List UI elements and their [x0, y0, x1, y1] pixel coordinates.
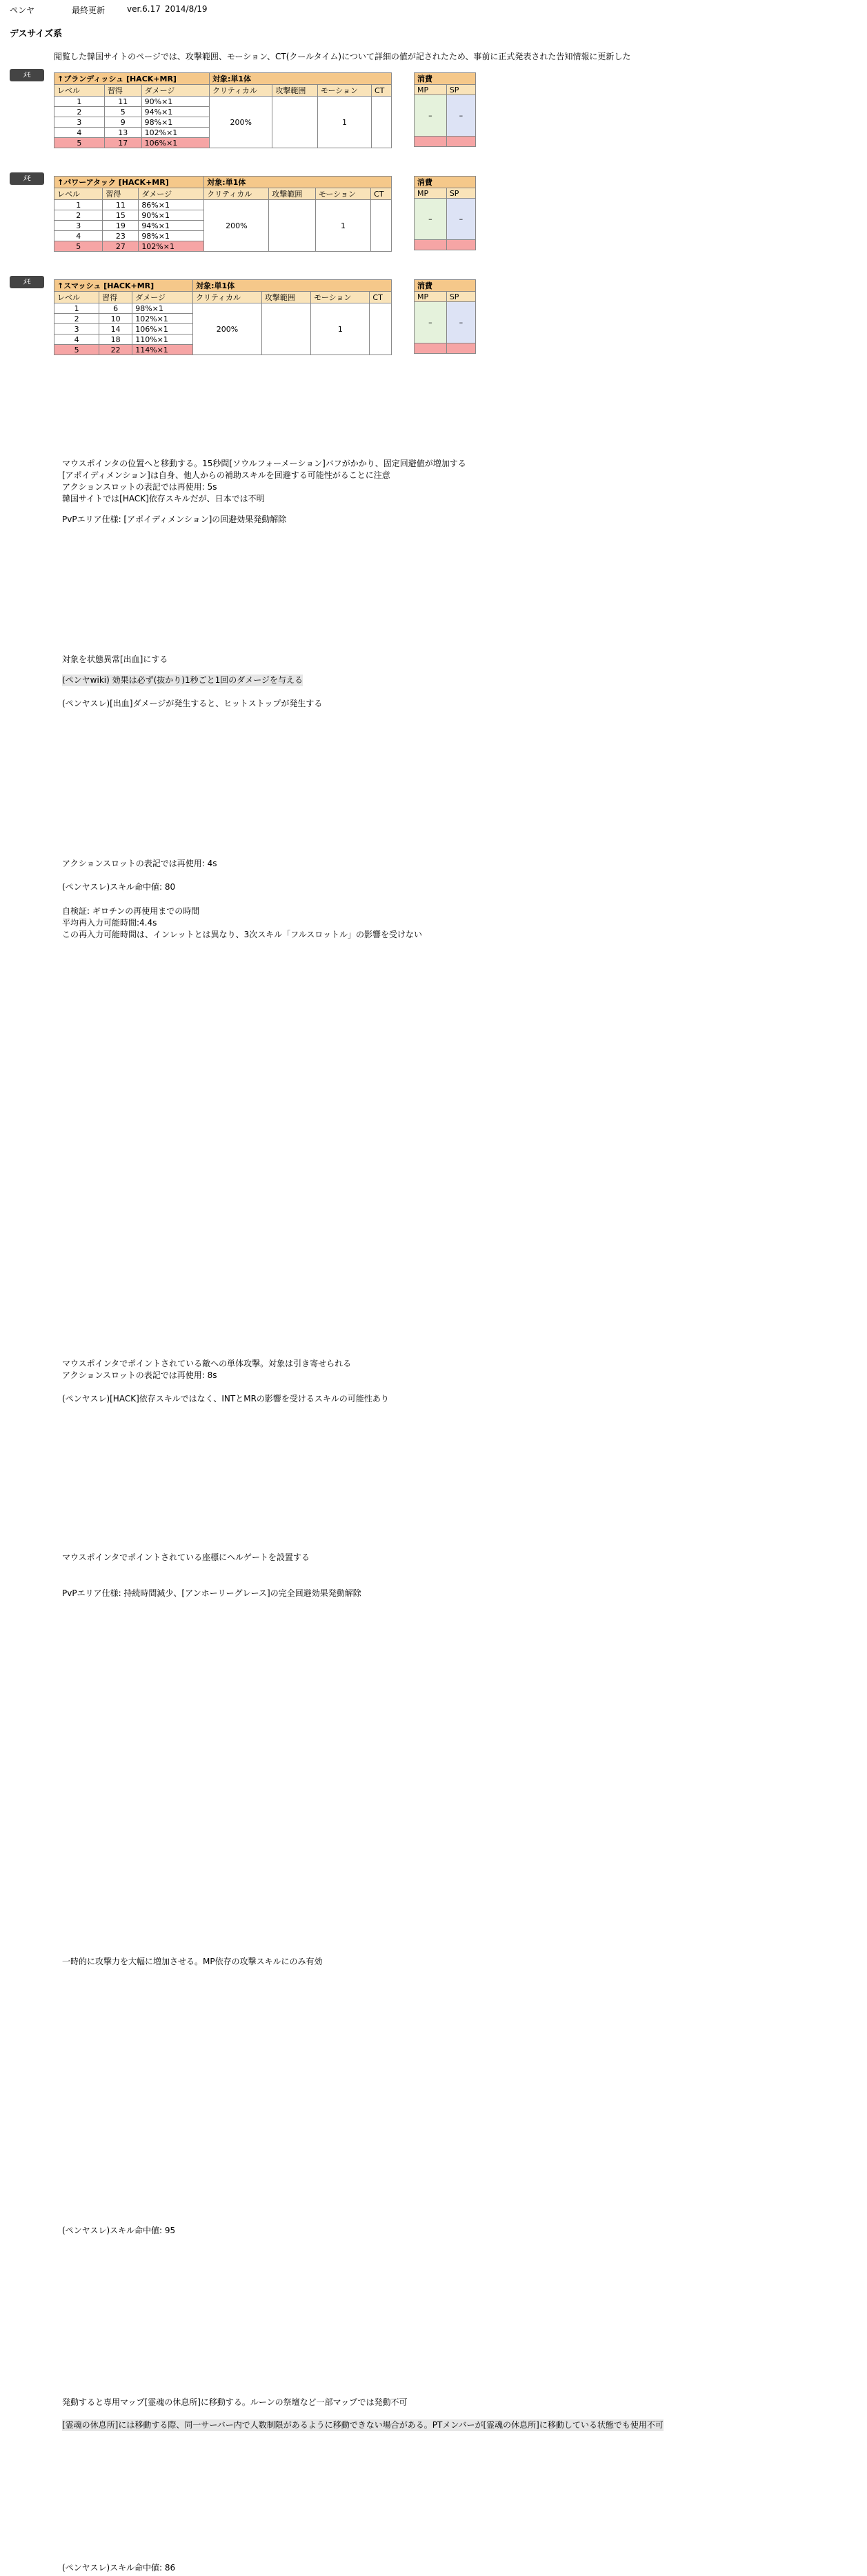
note: 対象を状態異常[出血]にする: [62, 655, 168, 664]
note: 発動すると専用マップ[霊魂の休息所]に移動する。ルーンの祭壇など一部マップでは発動不可: [62, 2397, 408, 2407]
cost-table: 消費 MP SP – –: [414, 176, 476, 250]
table-row: 2 10 102%×1: [54, 314, 392, 324]
table-row: 1 11 90%×1 200% 1: [54, 97, 392, 107]
table-row: 4 18 110%×1: [54, 335, 392, 345]
note: (ペンヤスレ)スキル命中値: 86: [62, 2563, 176, 2573]
skill-name: ↑スマッシュ [HACK+MR]: [54, 280, 193, 292]
note: 韓国サイトでは[HACK]依存スキルだが、日本では不明: [62, 494, 265, 503]
note: アクションスロットの表記では再使用: 5s: [62, 482, 217, 492]
note: アクションスロットの表記では再使用: 4s: [62, 859, 217, 868]
note: (ペンヤスレ)[HACK]依存スキルではなく、INTとMRの影響を受けるスキルの可能性あり: [62, 1394, 389, 1404]
table-row: 3 14 106%×1: [54, 324, 392, 335]
note: マウスポインタの位置へと移動する。15秒間[ソウルフォーメーション]バフがかかり、固定回避値が増加する: [62, 459, 466, 468]
table-row: 5 17 106%×1: [54, 138, 392, 148]
skill-target: 対象:単1体: [204, 177, 392, 188]
note: (ペンヤwiki) 効果は必ず(抜かり)1秒ごと1回のダメージを与える: [62, 675, 303, 685]
note: (ペンヤスレ)スキル命中値: 95: [62, 2226, 176, 2235]
meta-bar: [10, 4, 208, 16]
version: ver.6.17: [127, 4, 161, 14]
memo-tag[interactable]: [10, 172, 44, 185]
memo-tag-label: ﾒﾓ: [10, 69, 44, 81]
table-row: 1 6 98%×1 200% 1: [54, 303, 392, 314]
skill-target: 対象:単1体: [193, 280, 392, 292]
note: 平均再入力可能時間:4.4s: [62, 918, 157, 928]
table-row: 4 13 102%×1: [54, 128, 392, 138]
skill-table: ↑パワーアタック [HACK+MR] 対象:単1体 レベル 習得 ダメージ クリティカル 攻撃範囲 モーション CT 1 11 86%×1 200% 1 2 15 90%×1 3 19 94%×1 4 23 98%×1 5 27 102%×1: [54, 176, 392, 252]
table-row: 2 15 90%×1: [54, 210, 392, 221]
cost-table: 消費 MP SP – –: [414, 279, 476, 354]
table-row: 1 11 86%×1 200% 1: [54, 200, 392, 210]
table-row: 2 5 94%×1: [54, 107, 392, 117]
skill-table: ↑ブランディッシュ [HACK+MR] 対象:単1体 レベル 習得 ダメージ クリティカル 攻撃範囲 モーション CT 1 11 90%×1 200% 1 2 5 94%×1 3 9 98%×1 4 13 102%×1 5 17 106%×1: [54, 72, 392, 148]
memo-tag-label: ﾒﾓ: [10, 276, 44, 288]
page-title: デスサイズ系: [10, 29, 63, 39]
date: 2014/8/19: [165, 4, 208, 14]
note: 自検証: ギロチンの再使用までの時間: [62, 906, 200, 916]
skill-name: ↑ブランディッシュ [HACK+MR]: [54, 73, 210, 85]
note: (ペンヤスレ)スキル命中値: 80: [62, 882, 176, 892]
table-row: 5 27 102%×1: [54, 241, 392, 252]
cost-table: 消費 MP SP – –: [414, 72, 476, 147]
memo-tag[interactable]: [10, 69, 44, 81]
updated-label: 最終更新: [72, 6, 106, 15]
note: 一時的に攻撃力を大幅に増加させる。MP依存の攻撃スキルにのみ有効: [62, 1957, 323, 1966]
table-row: 4 23 98%×1: [54, 231, 392, 241]
intro-text: 閲覧した韓国サイトのページでは、攻撃範囲、モーション、CT(クールタイム)について詳細の値が記されたため、事前に正式発表された告知情報に更新した: [54, 52, 631, 61]
author: ペンヤ: [10, 6, 35, 15]
skill-target: 対象:単1体: [210, 73, 392, 85]
note: この再入力可能時間は、インレットとは異なり、3次スキル「フルスロットル」の影響を受けない: [62, 930, 423, 939]
table-row: 3 19 94%×1: [54, 221, 392, 231]
skill-table: ↑スマッシュ [HACK+MR] 対象:単1体 レベル 習得 ダメージ クリティカル 攻撃範囲 モーション CT 1 6 98%×1 200% 1 2 10 102%×1 3 14 106%×1 4 18 110%×1 5 22 114%×1: [54, 279, 392, 355]
note: PvPエリア仕様: 持続時間減少、[アンホーリーグレース]の完全回避効果発動解除: [62, 1588, 361, 1598]
memo-tag[interactable]: [10, 276, 44, 288]
note: アクションスロットの表記では再使用: 8s: [62, 1370, 217, 1380]
note: [霊魂の休息所]には移動する際、同一サーバー内で人数制限があるように移動できない場合がある。PTメンバーが[霊魂の休息所]に移動している状態でも使用不可: [62, 2420, 664, 2430]
note: PvPエリア仕様: [アポイディメンション]の回避効果発動解除: [62, 515, 287, 524]
note: マウスポインタでポイントされている座標にヘルゲートを設置する: [62, 1552, 310, 1562]
note: マウスポインタでポイントされている敵への単体攻撃。対象は引き寄せられる: [62, 1359, 352, 1368]
memo-tag-label: ﾒﾓ: [10, 172, 44, 185]
skill-name: ↑パワーアタック [HACK+MR]: [54, 177, 204, 188]
note: (ペンヤスレ)[出血]ダメージが発生すると、ヒットストップが発生する: [62, 699, 323, 708]
table-row: 5 22 114%×1: [54, 345, 392, 355]
table-row: 3 9 98%×1: [54, 117, 392, 128]
note: [アポイディメンション]は自身、他人からの補助スキルを回避する可能性がることに注意: [62, 470, 390, 480]
